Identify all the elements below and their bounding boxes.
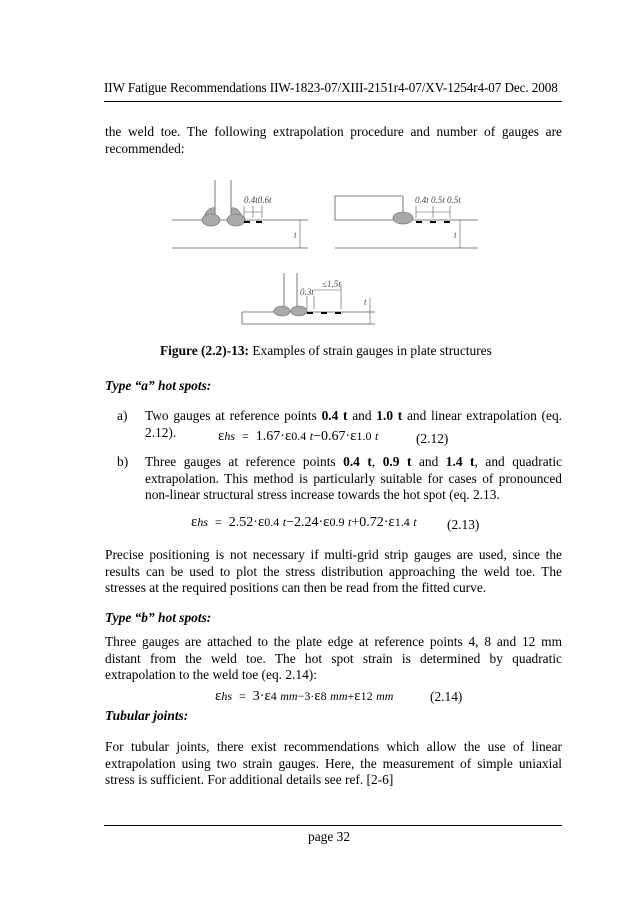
- fig1-thickness-label: t: [294, 230, 297, 240]
- fig3-dim1-label: 0.3t: [300, 287, 314, 297]
- header-rule: [104, 101, 562, 102]
- figure-caption-text: Examples of strain gauges in plate structures: [249, 343, 492, 358]
- item-a-text: Two gauges at reference points 0.4 t and 1.0 t and linear extrapolation (eq. 2.12).: [145, 408, 563, 440]
- item-a-label: a): [117, 408, 128, 423]
- equation-2-14: εhs = 3·ε4 mm−3·ε8 mm+ε12 mm: [215, 688, 394, 704]
- figure-type-a-thin-plate: [242, 273, 375, 324]
- figure-caption: [160, 343, 492, 359]
- equation-2-12: εhs = 1.67·ε0.4 t−0.67·ε1.0 t: [218, 428, 379, 444]
- fig2-dims-label: 0.4t 0.5t 0.5t: [415, 195, 461, 205]
- tubular-heading: Tubular joints:: [105, 708, 189, 723]
- fig3-thickness-label: t: [364, 297, 367, 307]
- equation-2-13-number: (2.13): [447, 517, 480, 532]
- equation-2-14-number: (2.14): [430, 689, 463, 704]
- type-a-item-b: [117, 454, 562, 510]
- equation-2-12-number: (2.12): [416, 431, 449, 446]
- type-a-heading: Type “a” hot spots:: [105, 378, 212, 393]
- fig2-thickness-label: t: [454, 230, 457, 240]
- precise-positioning-paragraph: Precise positioning is not necessary if multi-grid strip gauges are used, since the results can be used to plot the stress distribution approaching the weld toe. The stresses at the required positions can then be read from the fitted curve.: [105, 547, 562, 596]
- figure-type-a-tjoint: [172, 180, 308, 248]
- page-number: page 32: [308, 829, 351, 844]
- figure-type-a-coverplate: [335, 195, 478, 248]
- tubular-paragraph: For tubular joints, there exist recommendations which allow the use of linear extrapolation using two strain gauges. Here, the measurement of simple uniaxial stress is sufficient. For additional details see ref. [2-6]: [105, 739, 562, 788]
- item-b-label: b): [117, 454, 129, 469]
- fig1-dims-label: 0.4t0.6t: [244, 195, 272, 205]
- item-b-text: Three gauges at reference points 0.4 t, 0.9 t and 1.4 t, and quadratic extrapolation. This method is particularly suitable for cases of pronounced non-linear structural stress increase towards the hot spot (eq. 2.13.: [145, 454, 563, 503]
- intro-paragraph: the weld toe. The following extrapolation procedure and number of gauges are recommended:: [105, 124, 562, 156]
- running-header: IIW Fatigue Recommendations IIW-1823-07/XIII-2151r4-07/XV-1254r4-07 Dec. 2008: [104, 80, 558, 95]
- type-b-heading: Type “b” hot spots:: [105, 610, 212, 625]
- strain-gauge-figure: [160, 178, 490, 338]
- footer-rule: [104, 825, 562, 826]
- figure-caption-label: Figure (2.2)-13:: [160, 343, 250, 358]
- fig3-dim2-label: ≤1.5t: [322, 279, 341, 289]
- type-b-paragraph: Three gauges are attached to the plate edge at reference points 4, 8 and 12 mm distant from the weld toe. The hot spot strain is determined by quadratic extrapolation to the weld toe (eq. 2.14):: [105, 634, 562, 683]
- equation-2-13: εhs = 2.52·ε0.4 t−2.24·ε0.9 t+0.72·ε1.4 t: [191, 514, 417, 530]
